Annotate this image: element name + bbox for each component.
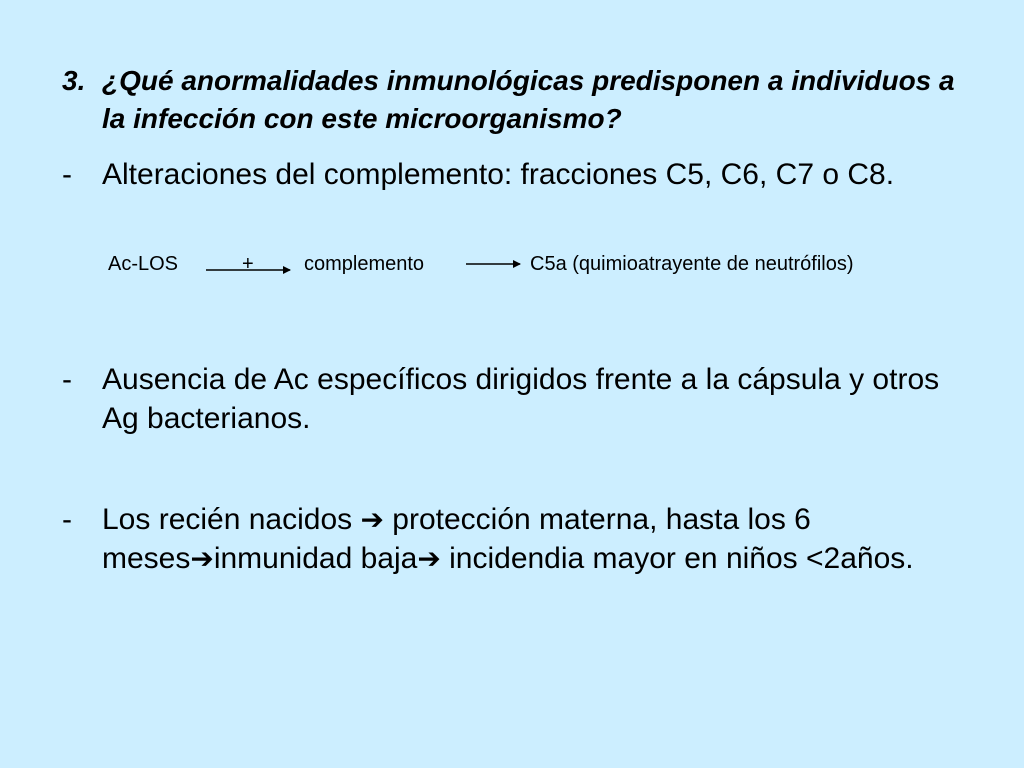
reactant-label: Ac-LOS [108,253,179,275]
bullet-complement [62,155,962,194]
complement-label: complemento [304,253,425,275]
reaction-diagram [108,250,968,282]
text-part: incidendia mayor en niños <2años. [440,542,914,575]
bullet-newborns [62,500,962,578]
plus-sign: + [242,253,254,275]
question-number: 3. [62,65,86,96]
bullet-dash: - [62,503,72,536]
product-label: C5a (quimioatrayente de neutrófilos) [530,253,854,275]
text-part: inmunidad baja [213,542,418,575]
text-part: Los recién nacidos [102,503,361,536]
bullet-dash: - [62,363,72,396]
bullet-antibodies [62,360,962,438]
right-arrow-icon: ➔ [190,542,214,575]
right-arrow-icon: ➔ [360,503,384,536]
right-arrow-icon: ➔ [417,542,441,575]
bullet-text [102,500,962,578]
bullet-text: Alteraciones del complemento: fracciones C5, C6, C7 o C8. [102,158,895,191]
bullet-dash: - [62,158,72,191]
question-text: ¿Qué anormalidades inmunológicas predisponen a individuos a la infección con este microorganismo? [102,65,955,134]
question-heading [62,62,962,138]
reaction-arrows [108,250,968,282]
bullet-text: Ausencia de Ac específicos dirigidos frente a la cápsula y otros Ag bacterianos. [102,363,940,435]
text-part: protección materna, hasta los 6 meses [102,503,811,575]
